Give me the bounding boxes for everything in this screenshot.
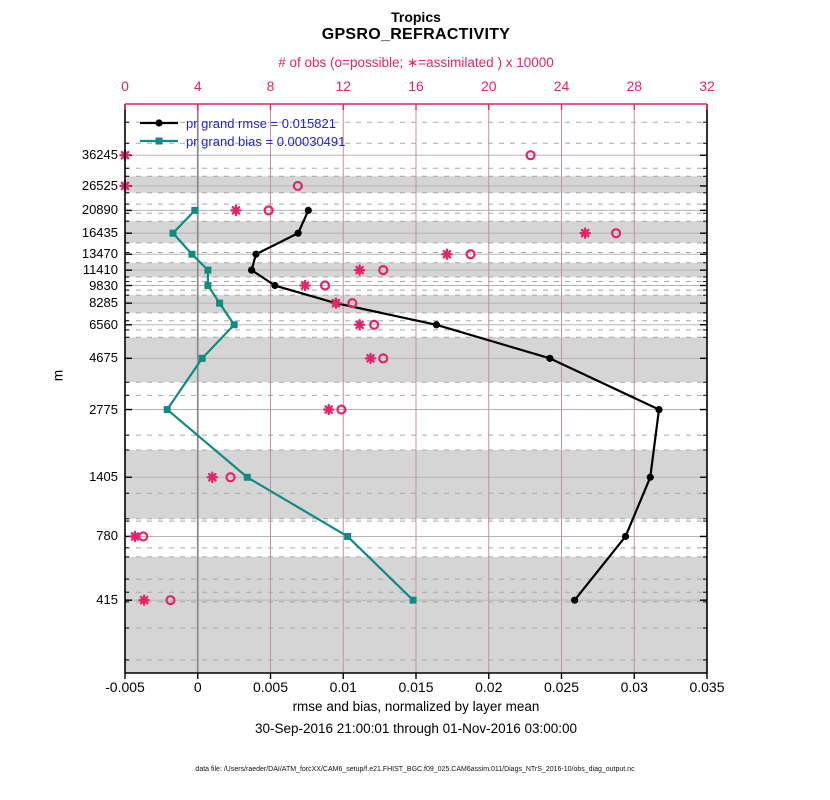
y-tick-label: 26525: [81, 177, 118, 193]
top-tick-label: 4: [193, 78, 202, 94]
plot-subtitle: GPSRO_REFRACTIVITY: [321, 26, 511, 43]
date-range-label: 30-Sep-2016 21:00:01 through 01-Nov-2016 03:00:00: [255, 721, 577, 736]
legend-label: pr grand bias = 0.00030491: [186, 133, 346, 149]
top-tick-label: 12: [335, 78, 352, 94]
legend-line-sample: [139, 135, 179, 147]
legend: [139, 114, 345, 150]
legend-entry-bias: [139, 132, 345, 150]
y-tick-label: 11410: [82, 262, 118, 278]
y-tick-label: 6560: [89, 316, 118, 332]
legend-label: pr grand rmse = 0.015821: [186, 115, 336, 131]
top-tick-label: 32: [699, 78, 715, 94]
bottom-tick-label: 0.015: [398, 679, 434, 695]
y-tick-label: 16435: [81, 225, 118, 241]
legend-entry-rmse: [139, 114, 345, 132]
y-tick-label: 1405: [89, 469, 118, 485]
top-tick-label: 24: [553, 78, 570, 94]
y-tick-label: 415: [96, 592, 118, 608]
bottom-tick-label: 0.01: [329, 679, 357, 695]
top-tick-label: 8: [266, 78, 275, 94]
bottom-tick-label: 0.03: [620, 679, 648, 695]
y-tick-label: 13470: [81, 246, 118, 262]
y-tick-label: 8285: [89, 295, 118, 311]
top-tick-label: 20: [480, 78, 497, 94]
plot-area: [125, 104, 707, 673]
top-tick-label: 0: [121, 78, 129, 94]
data-file-note: data file: /Users/raeder/DAI/ATM_forcXX/CAM6_setup/f.e21.FHIST_BGC.f09_025.CAM6assim.011/Diags_NTrS_2016-10/obs_diag_output.nc: [195, 766, 635, 773]
top-tick-label: 28: [626, 78, 643, 94]
bottom-tick-label: 0: [193, 679, 202, 695]
bottom-tick-label: 0.005: [252, 679, 289, 695]
bottom-tick-label: 0.025: [543, 679, 580, 695]
top-tick-label: 16: [408, 78, 424, 94]
top-axis-label: # of obs (o=possible; ∗=assimilated ) x 10000: [278, 55, 554, 70]
y-axis-label: m: [50, 369, 66, 382]
y-tick-label: 4675: [89, 350, 118, 366]
x-axis-label: rmse and bias, normalized by layer mean: [292, 699, 540, 714]
bottom-tick-label: 0.02: [475, 679, 503, 695]
plot-title: Tropics: [391, 9, 441, 25]
y-tick-label: 20890: [81, 202, 118, 218]
bottom-tick-label: 0.035: [689, 679, 725, 695]
legend-line-sample: [139, 117, 179, 129]
y-tick-label: 780: [96, 528, 118, 544]
y-tick-label: 2775: [89, 401, 118, 417]
y-tick-label: 36245: [81, 147, 118, 163]
y-tick-label: 9830: [89, 277, 118, 293]
bottom-tick-label: -0.005: [105, 679, 145, 695]
